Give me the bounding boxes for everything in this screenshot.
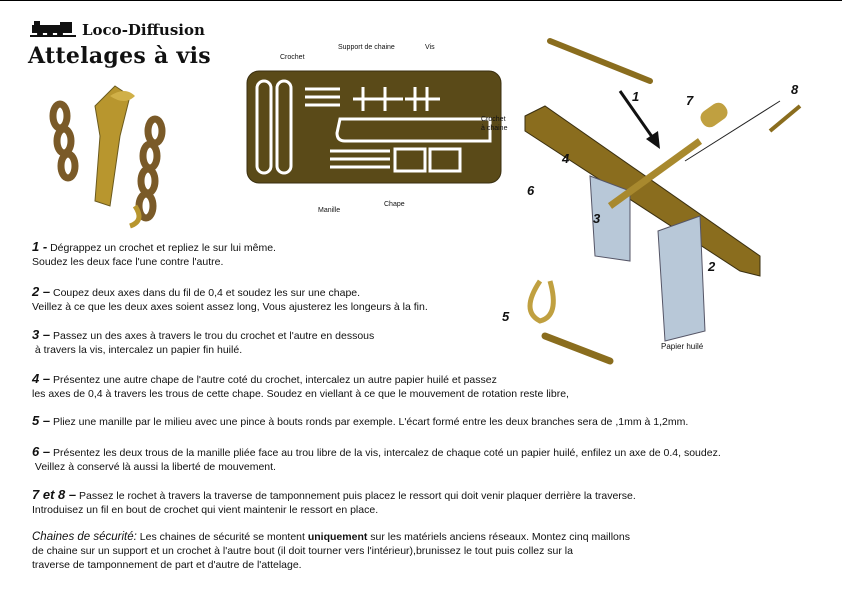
- label-crochet-chaine-2: à chaine: [481, 125, 508, 132]
- label-vis: Vis: [425, 44, 435, 51]
- step-5: 5 – Pliez une manille par le milieu avec une pince à bouts ronds par exemple. L'écart formé entre les deux branches sera de ,1mm à 1,2mm.: [32, 413, 689, 428]
- safety-chains: Chaines de sécurité: Les chaines de sécurité se montent uniquement sur les matériels anciens réseaux. Montez cinq maillons de chaine sur un support et un crochet à l'autre bout (il doit tourner vers l'intérieur),brunissez le tout puis collez sur la traverse de tamponnement de part et d'autre de l'attelage.: [32, 531, 630, 571]
- diagram-label-4: 4: [562, 151, 570, 166]
- brand-name: Loco-Diffusion: [82, 21, 205, 39]
- label-crochet-chaine-1: Crochet: [481, 116, 506, 123]
- label-support-chaine: Support de chaine: [338, 44, 395, 51]
- step-3: 3 – Passez un des axes à travers le trou du crochet et l'autre en dessous à travers la vis, intercalez un papier fin huilé.: [32, 327, 375, 356]
- diagram-label-2: 2: [708, 259, 716, 274]
- diagram-label-1: 1: [632, 89, 640, 104]
- label-chape: Chape: [384, 201, 405, 208]
- diagram-label-7: 7: [686, 93, 694, 108]
- label-papier-huile: Papier huilé: [661, 342, 704, 351]
- diagram-label-6: 6: [527, 183, 535, 198]
- label-manille: Manille: [318, 207, 341, 214]
- step-1: 1 - Dégrappez un crochet et repliez le sur lui même. Soudez les deux face l'une contre l'autre.: [32, 239, 276, 268]
- step-4: 4 – Présentez une autre chape de l'autre coté du crochet, intercalez un autre papier huilé et passez les axes de 0,4 à travers les trous de cette chape. Soudez en viellant à ce que le mouvement de rotation reste libre,: [32, 371, 569, 400]
- step-2: 2 – Coupez deux axes dans du fil de 0,4 et soudez les sur une chape. Veillez à ce que les deux axes soient assez long, Vous ajusterez les longeurs à la fin.: [32, 284, 428, 313]
- exploded-diagram: [470, 31, 830, 371]
- locomotive-icon: [30, 21, 78, 37]
- diagram-label-8: 8: [791, 82, 799, 97]
- label-crochet: Crochet: [280, 54, 305, 61]
- etched-fret: [245, 69, 508, 187]
- page-title: Attelages à vis: [28, 43, 211, 69]
- step-6: 6 – Présentez les deux trous de la manille pliée face au trou libre de la vis, intercalez de chaque coté un papier huilé, enfilez un axe de 0.4, soudez. Veillez à conservé là aussi la liberté de mouvement.: [32, 444, 721, 473]
- diagram-label-5: 5: [502, 309, 510, 324]
- step-7-8: 7 et 8 – Passez le rochet à travers la traverse de tamponnement puis placez le ressort qui doit venir plaquer derrière la traverse. Introduisez un fil en bout de crochet qui vient maintenir le ressort en place.: [32, 487, 636, 516]
- diagram-label-3: 3: [593, 211, 601, 226]
- coupling-photo: [40, 76, 180, 236]
